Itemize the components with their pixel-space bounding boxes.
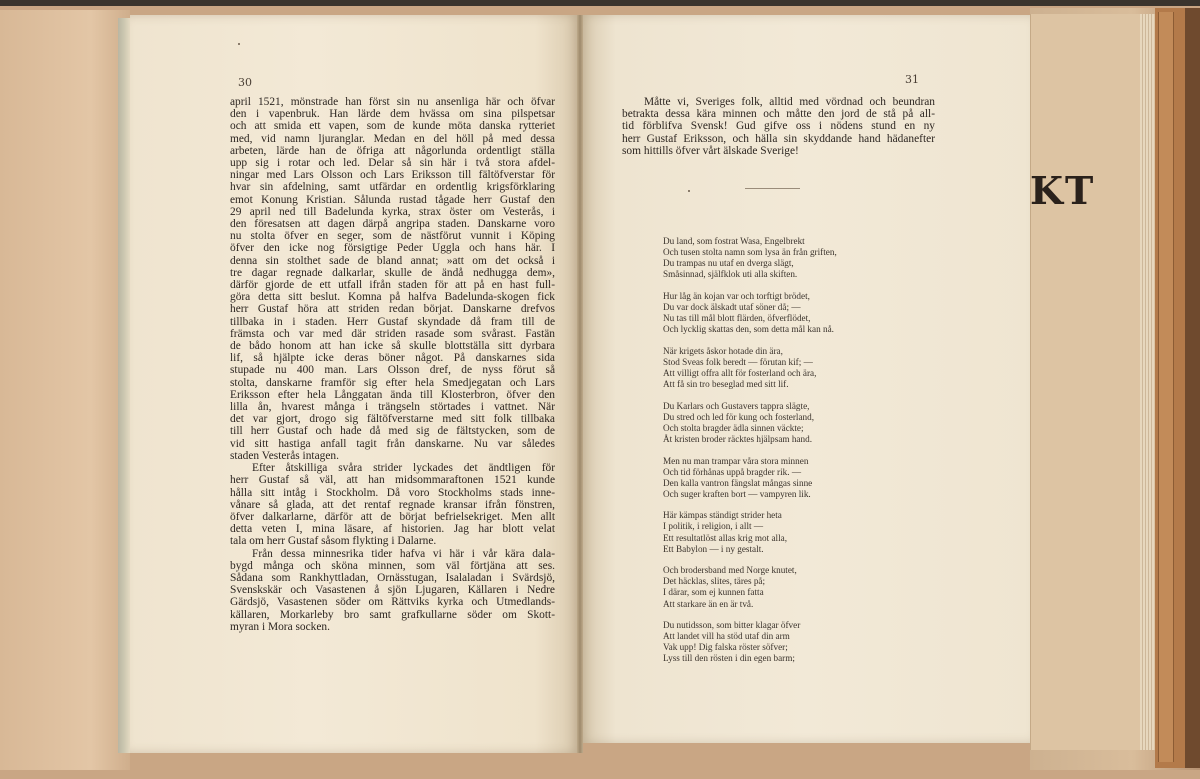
text-line: 29 april ned till Badelunda kyrka, strax öster om Vesterås, i	[230, 205, 555, 218]
section-divider	[745, 188, 800, 189]
text-line: öfver den icke nog försigtige Peder Uggla och hans här. I	[230, 242, 555, 255]
text-line: vid sitt hastiga anfall tagit från danskarne. Nu var således	[230, 437, 555, 450]
text-line: herr Gustaf Eriksson, och hälla sin skyddande hand hädanefter	[622, 132, 935, 145]
text-line: myran i Mora socken.	[230, 620, 330, 633]
poem-stanza	[663, 565, 903, 609]
left-page-text	[230, 96, 555, 633]
poem-stanza	[663, 456, 903, 500]
poem-line: Den kalla vantron fängslat mångas sinne	[663, 477, 813, 488]
ink-speck	[688, 190, 690, 192]
poem-stanza	[663, 510, 903, 554]
page-edges	[1140, 14, 1154, 750]
text-line: bygd många och sköna minnen, som väl förtjäna att ses.	[230, 559, 555, 572]
text-line: lif, så hjälpte icke deras böner något. På danskarnes sida	[230, 352, 555, 365]
text-line: Från dessa minnesrika tider hafva vi här i vår kära dala-	[252, 547, 555, 560]
left-page-edges	[118, 18, 130, 753]
poem-line: Du land, som fostrat Wasa, Engelbrekt	[663, 236, 805, 246]
poem-line: Det häcklas, slites, täres på;	[663, 576, 766, 587]
poem-line: Ett Babylon — i ny gestalt.	[663, 543, 764, 554]
text-line: tillbaka in i staden. Herr Gustaf skyndade då fram till de	[230, 315, 555, 328]
paragraph	[230, 548, 555, 633]
text-line: hålla sitt intåg i Stockholm. Då voro Stockholms stads inne-	[230, 486, 555, 499]
text-line: göra detta sitt beslut. Komna på halfva Badelunda-skogen fick	[230, 291, 555, 304]
poem-line: När krigets åskor hotade din ära,	[663, 345, 783, 356]
paragraph	[230, 462, 555, 547]
text-line: herr Gustaf så väl, att han midsommaraftonen 1521 kunde	[230, 474, 555, 487]
poem-line: Stod Sveas folk beredt — förutan kif; —	[663, 356, 813, 367]
back-page	[1030, 14, 1156, 750]
text-line: lilla ån, hvarest många i trängseln störtades i vattnet. När	[230, 401, 555, 414]
poem-line: Åt kristen broder räcktes hjälpsam hand.	[663, 433, 812, 444]
poem-line: Du stred och led för kung och fosterland,	[663, 411, 815, 422]
poem-line: Och tusen stolta namn som lysa än från griften,	[663, 247, 837, 258]
text-line: april 1521, mönstrade han först sin nu ansenliga här och öfvar	[230, 96, 555, 108]
text-line: staden Vesterås intagen.	[230, 449, 339, 462]
poem-stanza	[663, 291, 903, 335]
poem-line: Och lycklig skattas den, som detta mål kan nå.	[663, 324, 834, 335]
text-line: emot Konung Kristian. Sålunda rustad tågade herr Gustaf den	[230, 193, 555, 206]
text-line: som hittills öfver vårt älskade Sverige!	[622, 144, 799, 157]
text-line: hvar sin afdelning, samt utfärdar en ordentlig krigsförklaring	[230, 181, 555, 194]
poem-line: Att starkare än en är två.	[663, 598, 754, 609]
poem-line: Att få sin tro beseglad med sitt lif.	[663, 379, 789, 390]
poem-line: Här kämpas ständigt strider heta	[663, 510, 782, 521]
text-line: och att smida ett vapen, som de kunde möta danska rytteriet	[230, 120, 555, 133]
text-line: Gärdsjö, Vasastenen söder om Rättviks kyrka och Utmedlands-	[230, 596, 555, 609]
text-line: till herr Gustaf och hade då med sig de fältstycken, som de	[230, 425, 555, 438]
book-spine	[1185, 8, 1200, 768]
poem-stanza	[663, 236, 903, 280]
text-line: Efter åtskilliga svåra strider lyckades det ändtligen för	[252, 462, 555, 475]
text-line: det var gjort, drogo sig fältöfverstarne med sitt folk tillbaka	[230, 413, 555, 426]
right-page-intro	[622, 96, 935, 157]
ink-speck	[238, 43, 240, 45]
poem-line: Men nu man trampar våra stora minnen	[663, 455, 809, 466]
poem-line: Småsinnad, själfklok uti alla skiften.	[663, 269, 798, 280]
text-line: tala om herr Gustaf såsom flykting i Dalarne.	[230, 535, 437, 548]
poem-line: Du var dock älskadt utaf söner då; —	[663, 301, 801, 312]
paragraph	[622, 96, 935, 157]
poem-line: Att villigt offra allt för fosterland och ära,	[663, 367, 817, 378]
poem-line: Du nutidsson, som bitter klagar öfver	[663, 620, 801, 631]
text-line: stupade nu 400 man. Lars Olsson dref, de nyss förut så	[230, 364, 555, 377]
text-line: denna sin stolthet sade de bland annat; »att om det också i	[230, 254, 555, 267]
cover-left-board	[0, 10, 130, 770]
poem-line: Du Karlars och Gustavers tappra slägte,	[663, 400, 810, 411]
text-line: Svenskskär och Vasastenen å sjön Ljugaren, Källaren i Nedre	[230, 584, 555, 597]
paragraph	[230, 96, 555, 462]
text-line: främsta och var med där striden rasade som svårast. Fastän	[230, 327, 555, 340]
poem-line: I politik, i religion, i allt —	[663, 521, 764, 532]
bleed-through-text: KT	[1030, 168, 1096, 213]
text-line: den föresatsen att dagen därpå angripa staden. Danskarne voro	[230, 218, 555, 231]
text-line: herr Gustaf höra att striden redan börjat. Danskarne drefvos	[230, 303, 555, 316]
poem-line: Och stolta bragder ädla sinnen väckte;	[663, 422, 804, 433]
text-line: den i vapenbruk. Han lärde dem hvässa om sina pilspetsar	[230, 108, 555, 121]
text-line: vånare så glada, att det rentaf regnade kransar ifrån fönstren,	[230, 498, 555, 511]
poem-stanza	[663, 346, 903, 390]
text-line: Eriksson efter hela Långgatan ända till Klosterbron, öfver den	[230, 388, 555, 401]
poem-line: Ett resultatlöst allas krig mot alla,	[663, 532, 788, 543]
text-line: källaren, Morkarleby bro samt grafkullarne söder om Skott-	[230, 608, 555, 621]
page-number-right: 31	[905, 73, 919, 86]
text-line: nu stolta öfver en seger, som de nästförut vunnit i Köping	[230, 230, 555, 243]
page-number-left: 30	[238, 76, 252, 89]
poem-line: Och suger kraften bort — vampyren lik.	[663, 488, 811, 499]
book-gutter	[577, 15, 583, 753]
text-line: upp sig i rotar och led. Delar så sin här i två stora afdel-	[230, 157, 555, 170]
text-line: stolta, danskarne framför sig efter hela Smedjegatan och Lars	[230, 376, 555, 389]
poem-stanza	[663, 401, 903, 445]
poem-line: Att landet vill ha stöd utaf din arm	[663, 631, 790, 642]
text-line: Sådana som Rankhyttladan, Ornässtugan, Isalaladan i Svärdsjö,	[230, 571, 555, 584]
poem-line: Nu tas till mål blott flärden, öfverflödet,	[663, 313, 811, 324]
text-line: öfver dalkarlarne, därför att de börjat befrielsekriget. Men allt	[230, 510, 555, 523]
poem-line: Lyss till den rösten i din egen barm;	[663, 653, 795, 664]
text-line: tid förblifva Svensk! Gud gifve oss i nödens stund en ny	[622, 120, 935, 133]
text-line: detta veten I, mina läsare, af historien. Jag har blott velat	[230, 523, 555, 536]
poem-line: Och brodersband med Norge knutet,	[663, 565, 797, 576]
text-line: därför gjorde de ett utfall ifrån staden för att på en hast full-	[230, 279, 555, 292]
poem-line: Hur låg än kojan var och torftigt brödet,	[663, 290, 810, 301]
text-line: tre dagar regnade dalkarlar, skulle de ändå nedhugga dem»,	[230, 266, 555, 279]
text-line: ningar med Lars Olsson och Lars Eriksson till fältöfverstar för	[230, 169, 555, 182]
poem-line: Vak upp! Dig falska röster söfver;	[663, 642, 788, 653]
poem-stanza	[663, 620, 903, 664]
poem-line: I därar, som ej kunnen fatta	[663, 587, 764, 598]
text-line: med, vid namn ljuranglar. Medan en del höll på med dessa	[230, 132, 555, 145]
text-line: arbeten, lärde han de öfriga att någorlunda ordentligt ställa	[230, 144, 555, 157]
poem-line: Och tid förhånas uppå bragder rik. —	[663, 466, 802, 477]
binding-strip-inner	[1158, 12, 1174, 762]
text-line: de bådo honom att han icke så skulle blottställa sitt dyrbara	[230, 340, 555, 353]
poem-line: Du trampas nu utaf en dverga slägt,	[663, 258, 794, 269]
text-line: Måtte vi, Sveriges folk, alltid med vördnad och beundran	[644, 96, 935, 108]
text-line: betrakta dessa kära minnen och måtte den jord de stå på all-	[622, 108, 935, 121]
poem	[663, 236, 903, 675]
